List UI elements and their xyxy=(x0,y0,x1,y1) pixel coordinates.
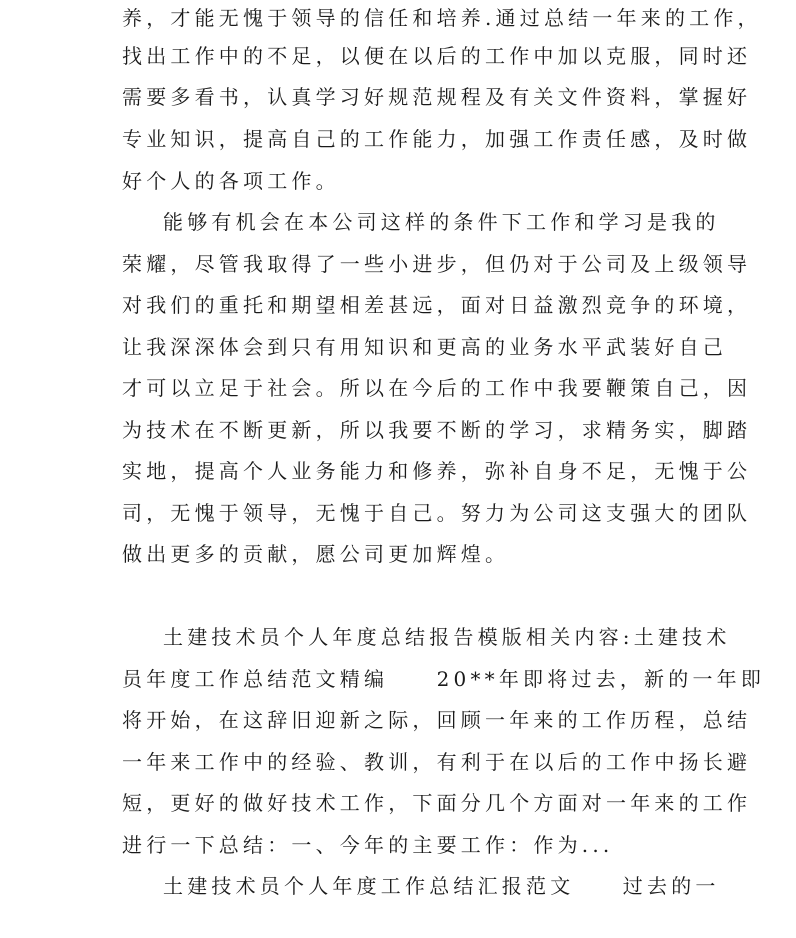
text-line: 做出更多的贡献，愿公司更加辉煌。 xyxy=(122,542,510,566)
text-line: 荣耀，尽管我取得了一些小进步，但仍对于公司及上级领导 xyxy=(122,252,752,276)
text-line: 需要多看书，认真学习好规范规程及有关文件资料，掌握好 xyxy=(122,85,752,109)
text-line: 进行一下总结：一、今年的主要工作：作为... xyxy=(122,833,614,857)
text-line: 短，更好的做好技术工作，下面分几个方面对一年来的工作 xyxy=(122,791,752,815)
text-line: 司，无愧于领导，无愧于自己。努力为公司这支强大的团队 xyxy=(122,501,752,525)
text-line: 将开始，在这辞旧迎新之际，回顾一年来的工作历程，总结 xyxy=(122,708,752,732)
text-line: 让我深深体会到只有用知识和更高的业务水平武装好自己 xyxy=(122,335,727,359)
text-line: 对我们的重托和期望相差甚远，面对日益激烈竞争的环境， xyxy=(122,293,752,317)
text-line: 好个人的各项工作。 xyxy=(122,169,340,193)
text-line: 实地，提高个人业务能力和修养，弥补自身不足，无愧于公 xyxy=(122,459,752,483)
text-line: 养，才能无愧于领导的信任和培养.通过总结一年来的工作， xyxy=(122,6,762,30)
text-line: 找出工作中的不足，以便在以后的工作中加以克服，同时还 xyxy=(122,44,752,68)
text-line: 专业知识，提高自己的工作能力，加强工作责任感，及时做 xyxy=(122,127,752,151)
paragraph-first-line: 能够有机会在本公司这样的条件下工作和学习是我的 xyxy=(163,210,720,234)
paragraph-first-line: 土建技术员个人年度总结报告模版相关内容:土建技术 xyxy=(163,625,731,649)
text-line: 才可以立足于社会。所以在今后的工作中我要鞭策自己，因 xyxy=(122,376,752,400)
text-line: 员年度工作总结范文精编 20**年即将过去，新的一年即 xyxy=(122,667,766,691)
text-line: 为技术在不断更新，所以我要不断的学习，求精务实，脚踏 xyxy=(122,418,752,442)
paragraph-first-line: 土建技术员个人年度工作总结汇报范文 过去的一 xyxy=(163,874,720,898)
text-line: 一年来工作中的经验、教训，有利于在以后的工作中扬长避 xyxy=(122,750,752,774)
